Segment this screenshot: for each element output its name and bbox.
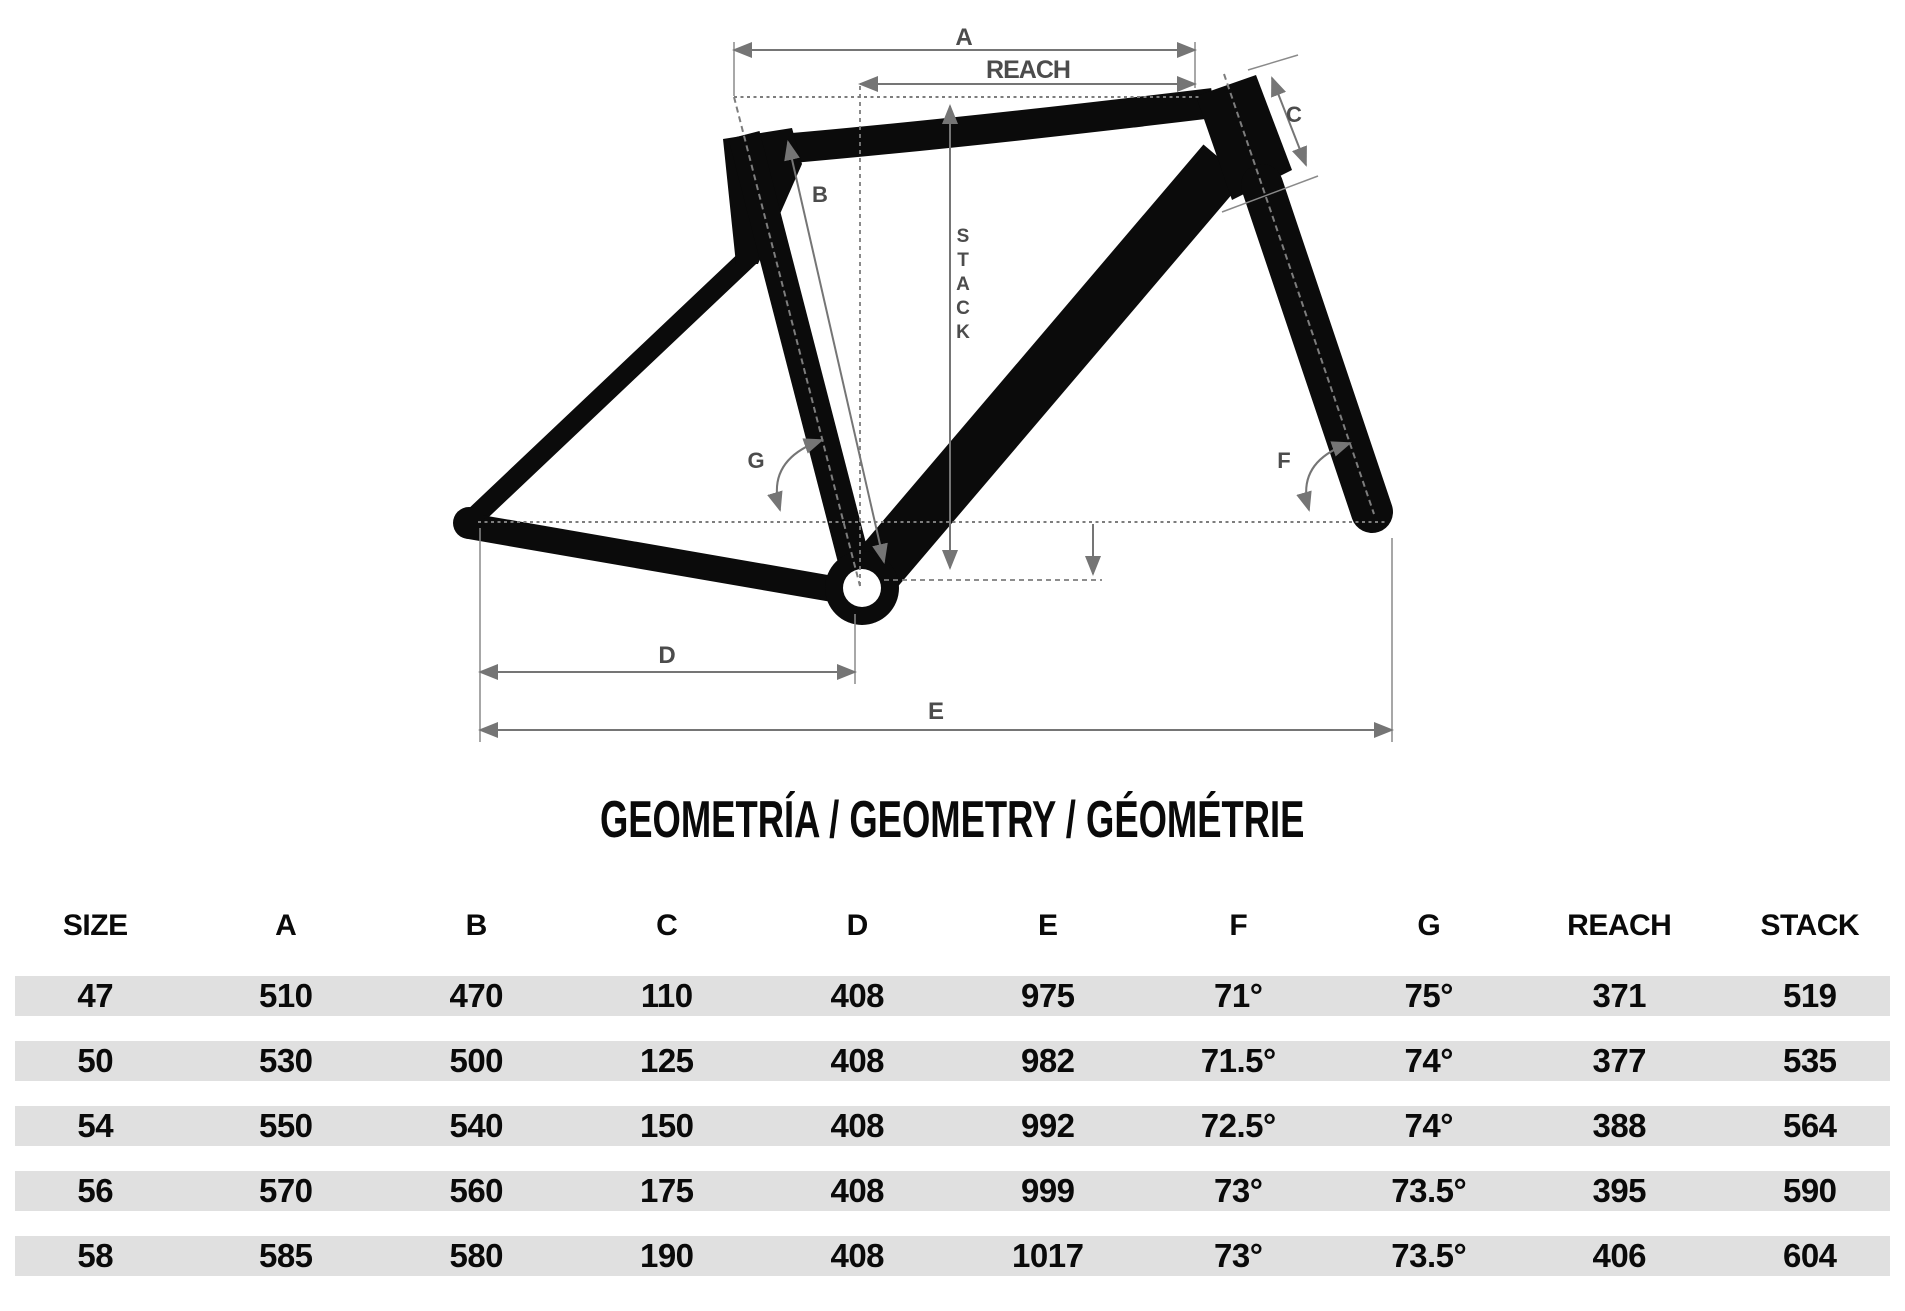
table-cell: 408	[830, 1107, 885, 1144]
header-cell-b: B	[465, 909, 487, 942]
table-cell: 58	[77, 1237, 114, 1274]
table-row-size-50	[0, 1041, 1905, 1081]
table-cell: 56	[77, 1172, 114, 1209]
table-cell: 377	[1592, 1042, 1647, 1079]
seat-stay	[469, 256, 750, 522]
table-cell: 992	[1020, 1107, 1075, 1144]
table-cell: 75°	[1404, 977, 1453, 1014]
table-cell: 510	[258, 977, 313, 1014]
table-cell: 470	[449, 977, 504, 1014]
table-cell: 73.5°	[1391, 1237, 1467, 1274]
dim-label-stack: STACK	[952, 226, 974, 346]
table-cell: 585	[258, 1237, 313, 1274]
table-cell: 540	[449, 1107, 504, 1144]
header-cell-c: C	[656, 909, 678, 942]
table-cell: 519	[1782, 977, 1837, 1014]
table-cell: 570	[258, 1172, 313, 1209]
table-cell: 72.5°	[1200, 1107, 1276, 1144]
table-cell: 73°	[1214, 1237, 1263, 1274]
table-cell: 530	[258, 1042, 313, 1079]
table-row-size-58	[0, 1236, 1905, 1276]
table-cell: 125	[639, 1042, 694, 1079]
table-cell: 73°	[1214, 1172, 1263, 1209]
table-cell: 71°	[1214, 977, 1263, 1014]
table-cell: 71.5°	[1200, 1042, 1276, 1079]
table-cell: 408	[830, 1237, 885, 1274]
table-cell: 975	[1020, 977, 1075, 1014]
table-cell: 388	[1592, 1107, 1647, 1144]
dim-label-b: B	[812, 182, 828, 207]
dim-label-g: G	[747, 448, 765, 473]
table-cell: 408	[830, 977, 885, 1014]
table-cell: 406	[1592, 1237, 1647, 1274]
header-cell-g: G	[1417, 909, 1441, 942]
ext-line-headtube-top	[1248, 55, 1298, 70]
chain-stay	[469, 526, 850, 592]
table-row-size-56	[0, 1171, 1905, 1211]
table-cell: 54	[77, 1107, 114, 1144]
down-tube	[868, 162, 1224, 580]
header-cell-stack: STACK	[1760, 909, 1860, 942]
geometry-table-header	[0, 903, 1905, 949]
table-cell: 560	[449, 1172, 504, 1209]
table-cell: 50	[77, 1042, 114, 1079]
dim-label-reach: REACH	[986, 56, 1070, 84]
table-cell: 110	[640, 977, 693, 1014]
dim-label-e: E	[927, 698, 945, 725]
table-cell: 73.5°	[1391, 1172, 1467, 1209]
table-cell: 408	[830, 1172, 885, 1209]
section-title-text: GEOMETRÍA / GEOMETRY / GÉOMÉTRIE	[600, 791, 1305, 849]
table-cell: 190	[639, 1237, 694, 1274]
table-cell: 150	[639, 1107, 694, 1144]
table-cell: 580	[449, 1237, 504, 1274]
table-cell: 564	[1782, 1107, 1837, 1144]
table-cell: 550	[258, 1107, 313, 1144]
header-cell-f: F	[1229, 909, 1248, 942]
table-cell: 371	[1592, 977, 1647, 1014]
section-title	[0, 791, 1905, 849]
table-cell: 535	[1782, 1042, 1837, 1079]
table-cell: 74°	[1404, 1107, 1453, 1144]
table-row-size-54	[0, 1106, 1905, 1146]
header-cell-reach: REACH	[1567, 909, 1672, 942]
table-row-size-47	[0, 976, 1905, 1016]
dim-label-a: A	[955, 24, 973, 51]
table-cell: 408	[830, 1042, 885, 1079]
bike-frame-silhouette	[453, 75, 1372, 625]
table-cell: 604	[1782, 1237, 1837, 1274]
header-cell-a: A	[275, 909, 297, 942]
header-cell-d: D	[846, 909, 868, 942]
table-cell: 175	[639, 1172, 694, 1209]
dim-label-d: D	[658, 642, 676, 669]
dim-label-c: C	[1286, 102, 1302, 127]
dim-label-f: F	[1277, 448, 1291, 473]
table-cell: 982	[1020, 1042, 1075, 1079]
table-cell: 1017	[1012, 1237, 1084, 1274]
table-cell: 74°	[1404, 1042, 1453, 1079]
bottom-bracket-hole	[843, 569, 881, 607]
header-cell-size: SIZE	[62, 909, 128, 942]
table-cell: 999	[1020, 1172, 1075, 1209]
table-cell: 500	[449, 1042, 504, 1079]
table-cell: 47	[77, 977, 114, 1014]
table-cell: 395	[1592, 1172, 1647, 1209]
top-tube	[746, 103, 1213, 152]
header-cell-e: E	[1037, 909, 1058, 942]
table-cell: 590	[1782, 1172, 1837, 1209]
